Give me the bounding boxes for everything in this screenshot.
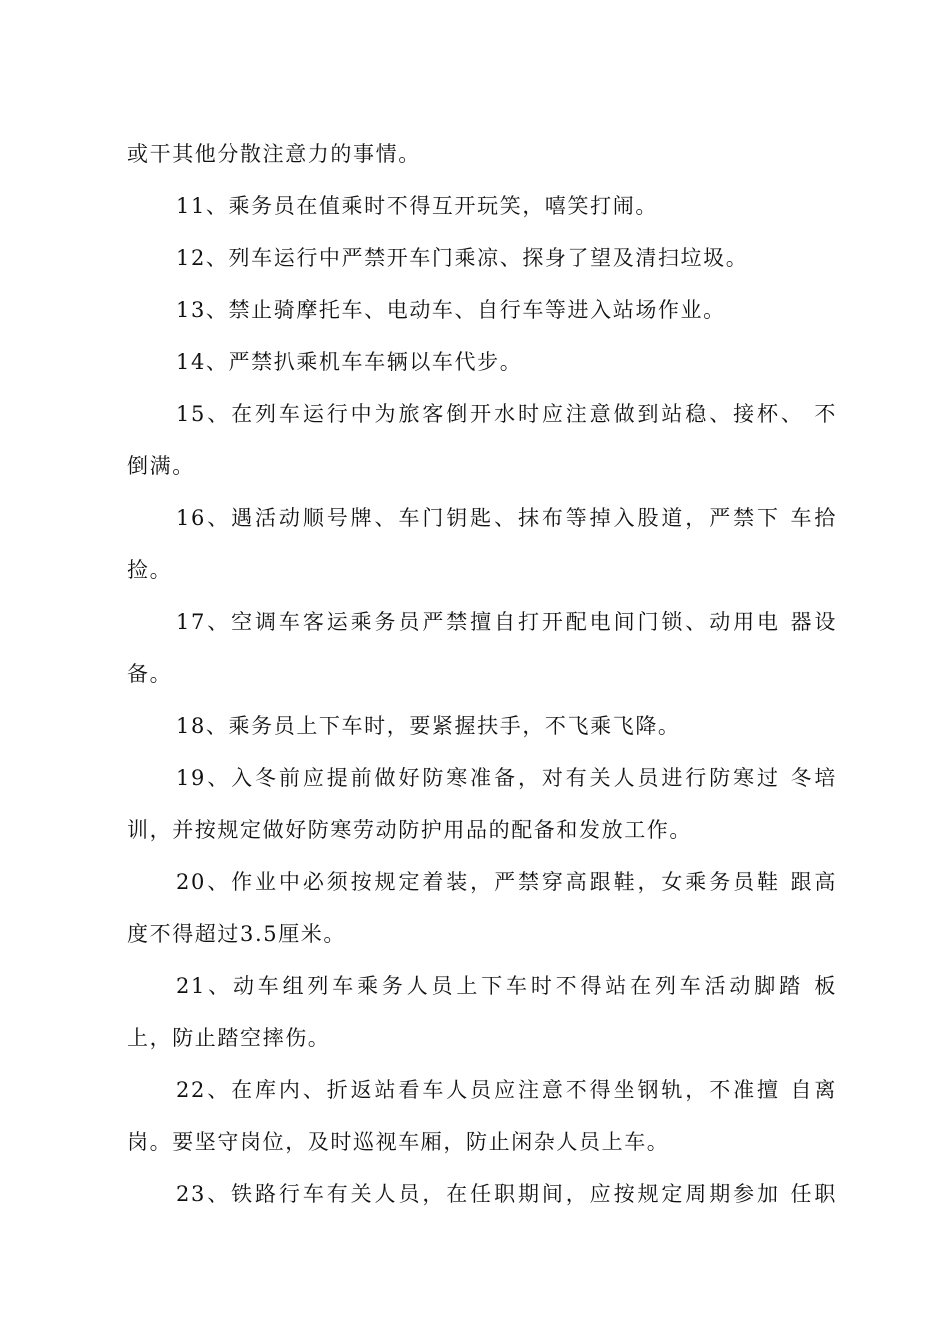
- text-line: 11、乘务员在值乘时不得互开玩笑，嘻笑打闹。: [176, 194, 658, 218]
- text-line: 或干其他分散注意力的事情。: [127, 142, 421, 166]
- text-line: 备。: [127, 662, 173, 686]
- text-line: 17、空调车客运乘务员严禁擅自打开配电间门锁、动用电 器设: [176, 610, 837, 634]
- text-line: 20、作业中必须按规定着装，严禁穿高跟鞋，女乘务员鞋 跟高: [176, 870, 837, 894]
- text-line: 训，并按规定做好防寒劳动防护用品的配备和发放工作。: [127, 818, 692, 842]
- text-line: 上，防止踏空摔伤。: [127, 1026, 331, 1050]
- text-line: 19、入冬前应提前做好防寒准备，对有关人员进行防寒过 冬培: [176, 766, 837, 790]
- text-line: 捡。: [127, 558, 173, 582]
- text-line: 18、乘务员上下车时，要紧握扶手，不飞乘飞降。: [176, 714, 681, 738]
- text-line: 14、严禁扒乘机车车辆以车代步。: [176, 350, 523, 374]
- text-line: 倒满。: [127, 454, 195, 478]
- text-line: 16、遇活动顺号牌、车门钥匙、抹布等掉入股道，严禁下 车拾: [176, 506, 837, 530]
- text-line: 12、列车运行中严禁开车门乘凉、探身了望及清扫垃圾。: [176, 246, 749, 270]
- text-line: 23、铁路行车有关人员，在任职期间，应按规定周期参加 任职: [176, 1182, 837, 1206]
- text-line: 22、在库内、折返站看车人员应注意不得坐钢轨，不准擅 自离: [176, 1078, 837, 1102]
- text-line: 13、禁止骑摩托车、电动车、自行车等进入站场作业。: [176, 298, 726, 322]
- text-line: 21、动车组列车乘务人员上下车时不得站在列车活动脚踏 板: [176, 974, 837, 998]
- text-line: 岗。要坚守岗位，及时巡视车厢，防止闲杂人员上车。: [127, 1130, 670, 1154]
- text-line: 15、在列车运行中为旅客倒开水时应注意做到站稳、接杯、 不: [176, 402, 837, 426]
- text-line: 度不得超过3.5厘米。: [127, 922, 346, 946]
